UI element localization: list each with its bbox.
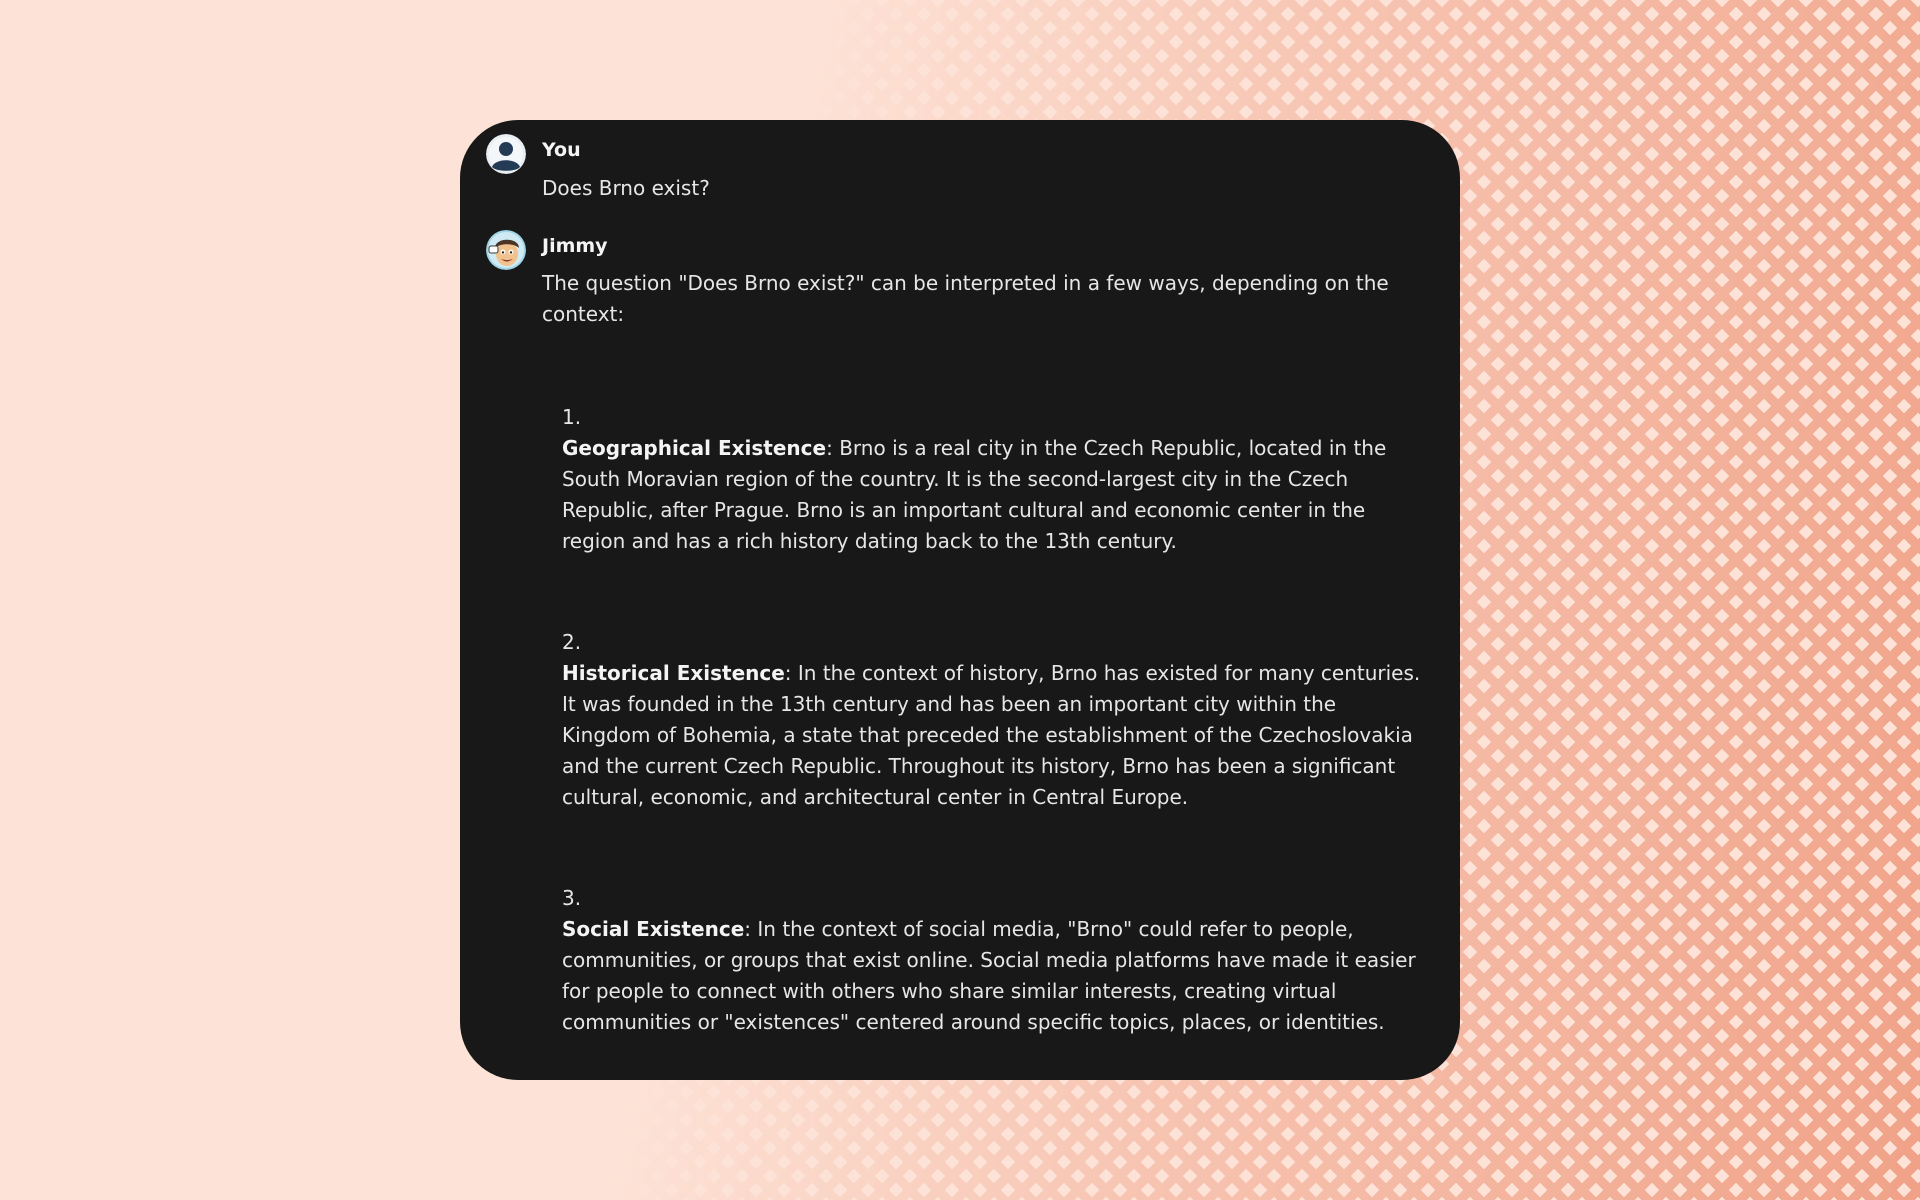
list-item-term: Geographical Existence: [562, 436, 827, 460]
list-item-separator: :: [826, 436, 833, 460]
answer-list: [542, 402, 1430, 1038]
assistant-message: [486, 230, 1430, 1038]
list-item-text: In the context of social media, "Brno" could refer to people, communities, or groups that exist online. Social media platforms have made it easier for people to connect with others who share similar interests, creating virtual communities or "existences" centered around specific topics, places, or identities.: [562, 917, 1416, 1034]
answer-intro: The question "Does Brno exist?" can be interpreted in a few ways, depending on the context:: [542, 271, 1389, 326]
list-item-text: In the context of history, Brno has existed for many centuries. It was founded in the 13th century and has been an important city within the Kingdom of Bohemia, a state that preceded the establishment of the Czechoslovakia and the current Czech Republic. Throughout its history, Brno has been a significant cultural, economic, and architectural center in Central Europe.: [562, 661, 1421, 809]
list-item: [562, 402, 1430, 557]
list-item: [562, 627, 1430, 813]
message-author: You: [542, 139, 581, 161]
user-avatar-icon: [486, 134, 526, 174]
message-text: Does Brno exist?: [542, 176, 710, 200]
list-item-number: 1.: [562, 405, 582, 429]
list-item: [562, 883, 1430, 1038]
list-item-number: 3.: [562, 886, 582, 910]
list-item-text: Brno is a real city in the Czech Republic, located in the South Moravian region of the country. It is the second-largest city in the Czech Republic, after Prague. Brno is an important cultural and economic center in the region and has a rich history dating back to the 13th century.: [562, 436, 1387, 553]
list-item-term: Social Existence: [562, 917, 745, 941]
chat-window: [460, 120, 1460, 1080]
list-item-term: Historical Existence: [562, 661, 785, 685]
message-author: Jimmy: [542, 235, 608, 257]
list-item-separator: :: [784, 661, 792, 685]
list-item-separator: :: [744, 917, 752, 941]
user-message: [486, 134, 1430, 204]
bot-avatar-icon: [486, 230, 526, 270]
list-item-number: 2.: [562, 630, 582, 654]
